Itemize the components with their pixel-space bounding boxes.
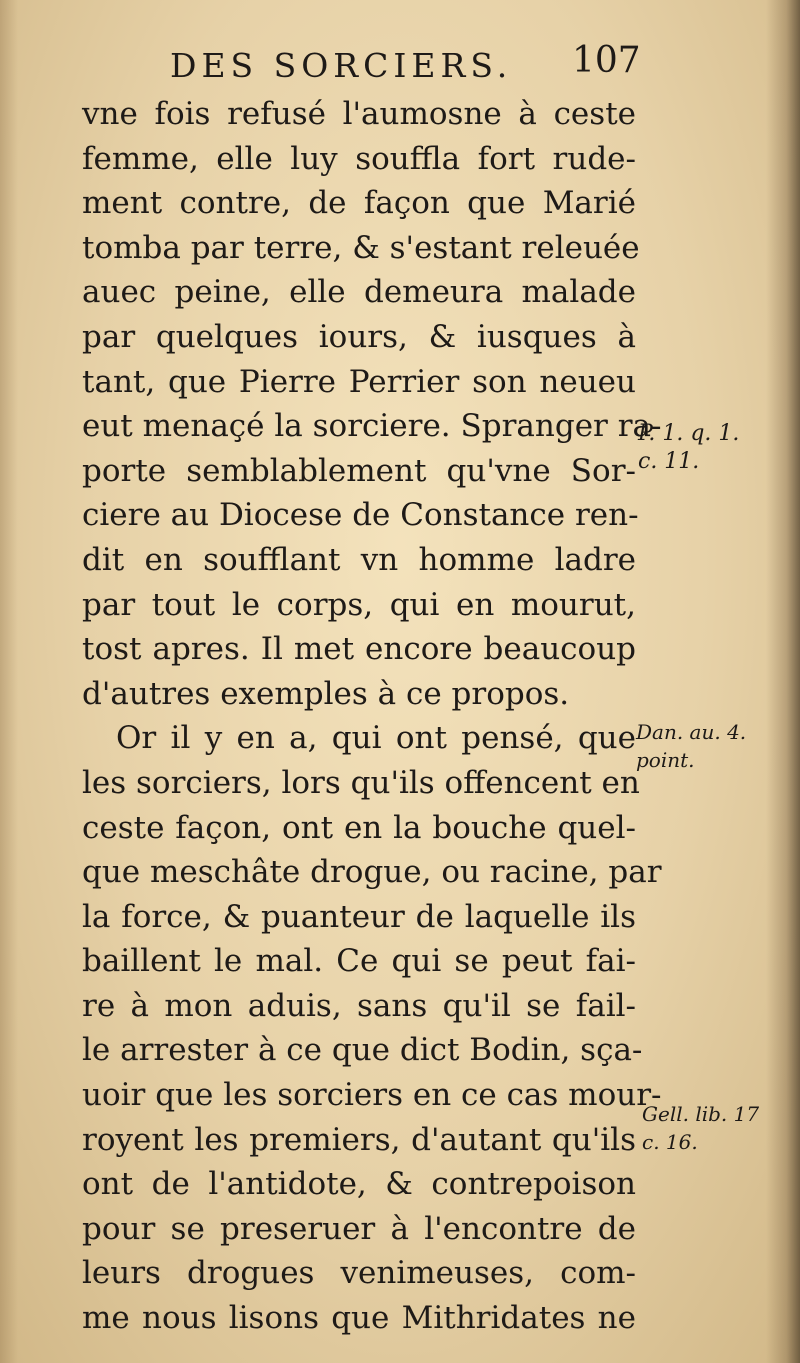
text-line: royent les premiers, d'autant qu'ils [82,1121,636,1158]
text-line: tomba par terre, & s'estant releuée [82,229,640,266]
text-line: femme, elle luy souffla fort rude- [82,140,636,177]
text-line: la force, & puanteur de laquelle ils [82,898,636,935]
page-edge-shadow [0,0,18,1363]
margin-note-line: c. 16. [642,1130,698,1154]
text-line: par quelques iours, & iusques à [82,318,636,355]
text-line: baillent le mal. Ce qui se peut fai- [82,943,636,980]
text-line: tant, que Pierre Perrier son neueu [82,363,636,400]
text-line: vne fois refusé l'aumosne à ceste [82,96,636,132]
text-line: leurs drogues venimeuses, com- [82,1255,636,1292]
paragraph-start-line: Or il y en a, qui ont pensé, que [116,720,636,757]
text-line: pour se preseruer à l'encontre de [82,1210,636,1247]
text-line: ont de l'antidote, & contrepoison [82,1166,636,1203]
text-line: d'autres exemples à ce propos. [82,675,570,712]
text-line: auec peine, elle demeura malade [82,274,636,311]
margin-note-line: Gell. lib. 17 [642,1102,760,1126]
text-line: le arrester à ce que dict Bodin, sça- [82,1032,643,1069]
text-line: re à mon aduis, sans qu'il se fail- [82,987,636,1024]
margin-note-line: c. 11. [638,449,700,474]
text-line: eut menaçé la sorciere. Spranger ra- [82,408,662,445]
margin-note-line: point. [636,748,695,772]
text-line: ceste façon, ont en la bouche quel- [82,809,636,846]
text-line: par tout le corps, qui en mourut, [82,586,636,623]
text-line: porte semblablement qu'vne Sor- [82,452,636,489]
text-line: dit en soufflant vn homme ladre [82,541,636,578]
running-head: DES SORCIERS. [170,46,513,85]
margin-note-daneau-reference [636,718,746,774]
margin-note-line: P. 1. q. 1. [638,421,740,446]
margin-note-line: Dan. au. 4. [636,720,747,744]
text-line: me nous lisons que Mithridates ne [82,1300,636,1337]
margin-note-sprenger-reference [638,420,739,476]
text-line: que meschâte drogue, ou racine, par [82,854,662,891]
text-line: les sorciers, lors qu'ils offencent en [82,764,640,801]
text-line: ment contre, de façon que Marié [82,185,636,222]
margin-note-gellius-reference [642,1100,759,1156]
text-line: uoir que les sorciers en ce cas mour- [82,1077,662,1114]
gutter-shadow [766,0,800,1363]
text-line: tost apres. Il met encore beaucoup [82,631,636,668]
text-line: ciere au Diocese de Constance ren- [82,497,639,534]
body-text [82,92,662,1341]
page-number: 107 [572,40,641,81]
